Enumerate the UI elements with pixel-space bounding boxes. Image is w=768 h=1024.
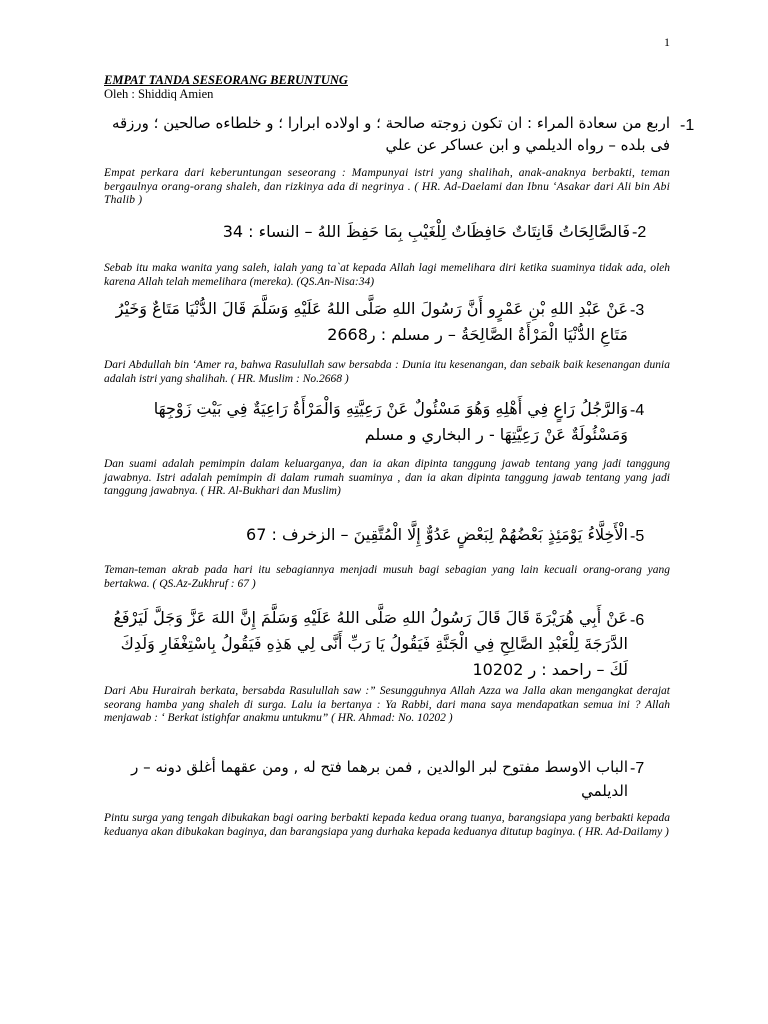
document-title: EMPAT TANDA SESEORANG BERUNTUNG [104,73,348,87]
item-3-arabic: عَنْ عَبْدِ اللهِ بْنِ عَمْرٍو أَنَّ رَسُولَ اللهِ صَلَّى اللهُ عَلَيْهِ وَسَلَّمَ قَالَ الدُّنْيَا مَتَاعٌ وَخَيْرُ مَتَاعِ الدُّنْيَا الْمَرْأَةُ الصَّالِحَةُ – ر مسلم : ر2668 [115,299,628,344]
item-6-arabic: عَنْ أَبِي هُرَيْرَةَ قَالَ قَالَ رَسُولُ اللهِ صَلَّى اللهُ عَلَيْهِ وَسَلَّمَ إِنَّ اللهَ عَزَّ وَجَلَّ لَيَرْفَعُ الدَّرَجَةَ لِلْعَبْدِ الصَّالِحِ فِي الْجَنَّةِ فَيَقُولُ يَا رَبِّ أَنَّى لِي هَذِهِ فَيَقُولُ بِاسْتِغْفَارِ وَلَدِكَ لَكَ – راحمد : ر 10202 [113,608,628,679]
item-7-translation: Pintu surga yang tengah dibukakan bagi oaring berbakti kepada kedua orang tuanya, barangsiapa yang berbakti kepada keduanya akan dibukakan baginya, dan barangsiapa yang durhaka kepada keduanya ditutup baginya. ( HR. Ad-Dailamy ) [104,812,670,838]
item-7-number: -7 [630,760,645,777]
item-2-translation: Sebab itu maka wanita yang saleh, ialah yang ta`at kepada Allah lagi memelihara diri ketika suaminya tidak ada, oleh karena Allah telah memelihara (mereka). (QS.An-Nisa:34) [104,262,670,288]
item-5-translation: Teman-teman akrab pada hari itu sebagiannya menjadi musuh bagi sebagian yang lain kecuali orang-orang yang bertakwa. ( QS.Az-Zukhruf : 67 ) [104,564,670,590]
item-6-number: -6 [630,612,645,629]
item-6-translation: Dari Abu Hurairah berkata, bersabda Rasulullah saw :” Sesungguhnya Allah Azza wa Jalla akan mengangkat derajat seorang hamba yang shaleh di surga. Lalu ia bertanya : Ya Rabbi, dari mana saya mendapatkan semua ini ? Allah menjawab : ‘ Berkat istighfar anakmu untukmu” ( HR. Ahmad: No. 10202 ) [104,685,670,724]
page-number: 1 [664,35,670,49]
item-1-translation: Empat perkara dari keberuntungan seseorang : Mampunyai istri yang shalihah, anak-anaknya berbakti, teman bergaulnya orang-orang shaleh, dan rizkinya ada di negrinya . ( HR. Ad-Daelami dan Ibnu ‘Asakar dari Ali bin Abi Thalib ) [104,167,670,206]
item-5-arabic: الْأَخِلَّاءُ يَوْمَئِذٍ بَعْضُهُمْ لِبَعْضٍ عَدُوٌّ إِلَّا الْمُتَّقِينَ – الزخرف : 67 [246,525,628,544]
item-7-arabic: الباب الاوسط مفتوح لبر الوالدين , فمن برهما فتح له , ومن عقهما أغلق دونه – ر الديلمي [131,758,628,800]
item-4-number: -4 [630,402,645,419]
item-2-arabic: فَالصَّالِحَاتُ قَانِتَاتٌ حَافِظَاتٌ لِلْغَيْبِ بِمَا حَفِظَ اللهُ – النساء : 34 [222,222,630,241]
item-4-arabic: وَالرَّجُلُ رَاعٍ فِي أَهْلِهِ وَهُوَ مَسْئُولٌ عَنْ رَعِيَّتِهِ وَالْمَرْأَةُ رَاعِيَةٌ فِي بَيْتِ زَوْجِهَا وَمَسْئُولَةٌ عَنْ رَعِيَّتِهَا - ر البخاري و مسلم [153,399,628,444]
item-3-number: -3 [630,302,645,319]
item-4-translation: Dan suami adalah pemimpin dalam keluarganya, dan ia akan dipinta tanggung jawab tentang yang jadi tanggung jawabnya. Istri adalah pemimpin di dalam rumah suaminya , dan ia akan dipinta tanggung jawab tentang yang jadi tanggung jawabnya. ( HR. Al-Bukhari dan Muslim) [104,458,670,497]
item-5-number: -5 [630,528,645,545]
item-2-number: -2 [632,224,647,241]
item-1-number: -1 [680,117,695,134]
item-3-translation: Dari Abdullah bin ‘Amer ra, bahwa Rasulullah saw bersabda : Dunia itu kesenangan, dan sebaik baik kesenangan dunia adalah istri yang shalihah. ( HR. Muslim : No.2668 ) [104,359,670,385]
document-author: Oleh : Shiddiq Amien [104,87,214,101]
item-1-arabic: اربع من سعادة المراء : ان تكون زوجته صالحة ؛ و اولاده ابرارا ؛ و خلطاءه صالحين ؛ ورزقه فى بلده – رواه الديلمي و ابن عساكر عن علي [111,114,670,154]
